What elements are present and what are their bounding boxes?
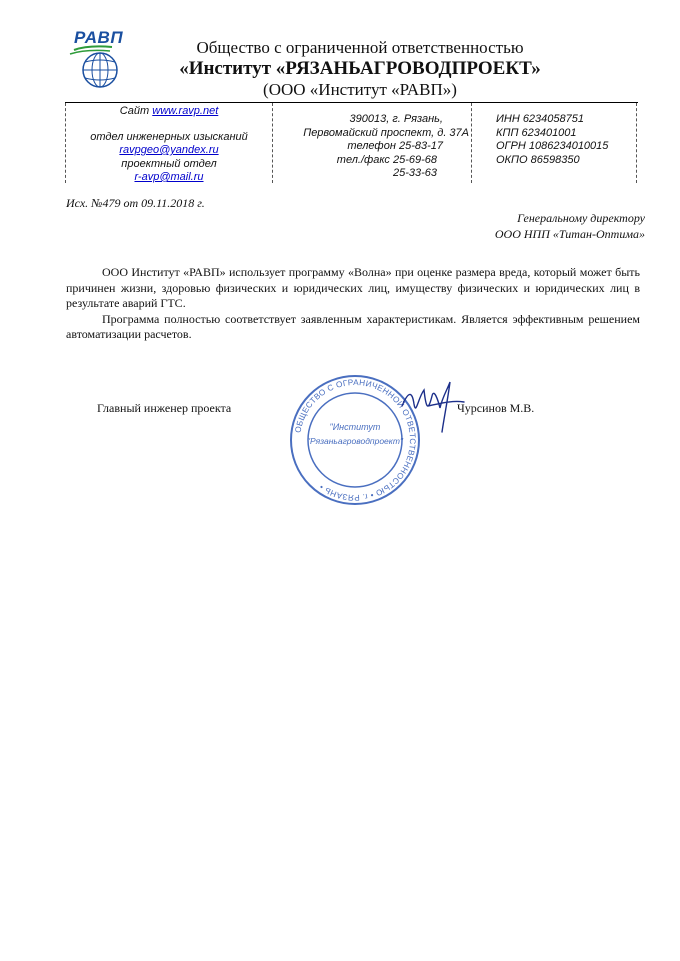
outgoing-number: Исх. №479 от 09.11.2018 г. [66, 196, 205, 210]
contacts-left-column [65, 103, 273, 183]
letter-body [66, 265, 640, 343]
org-legal-form: Общество с ограниченной ответственностью [196, 38, 524, 57]
stamp-inner-line2: "Рязаньагроводпроект" [307, 436, 403, 446]
survey-email-link[interactable]: ravpgeo@yandex.ru [119, 144, 219, 156]
contacts-middle-column [271, 103, 471, 183]
address-line2: Первомайский проспект, д. 37А [303, 126, 469, 139]
kpp-value: КПП 623401001 [496, 126, 577, 139]
stamp-inner-line1: "Институт [329, 422, 381, 432]
site-label: Сайт [119, 105, 150, 117]
project-dept-label: проектный отдел [121, 157, 217, 170]
fax-number: тел./факс 25-69-68 [336, 153, 437, 166]
addressee-title: Генеральному директору [517, 211, 645, 225]
fax-number-2: 25-33-63 [392, 167, 437, 179]
addressee-company: ООО НПП «Титан-Оптима» [494, 227, 645, 241]
contacts-right-column [471, 103, 637, 183]
org-short-name: (ООО «Институт «РАВП») [263, 80, 457, 99]
signer-title: Главный инженер проекта [97, 401, 232, 415]
ogrn-value: ОГРН 1086234010015 [496, 140, 609, 152]
signer-name: Чурсинов М.В. [457, 401, 535, 415]
paragraph-1: ООО Институт «РАВП» использует программу «Волна» при оценке размера вреда, который может быть причинен жизни, здоровью физических и юридических лиц, имуществу физических и юридических лиц в результате аварий ГТС. [66, 265, 640, 310]
project-email-link[interactable]: r-avp@mail.ru [134, 171, 204, 183]
inn-value: ИНН 6234058751 [496, 113, 584, 125]
addressee-block [495, 210, 645, 242]
stamp-outer-text: ОБЩЕСТВО С ОГРАНИЧЕННОЙ ОТВЕТСТВЕННОСТЬЮ • г. РЯЗАНЬ • [293, 377, 418, 503]
org-name: «Институт «РЯЗАНЬАГРОВОДПРОЕКТ» [179, 58, 541, 79]
site-link[interactable]: www.ravp.net [152, 105, 219, 117]
survey-dept-label: отдел инженерных изысканий [90, 130, 248, 143]
logo-brand: РАВП [74, 28, 124, 47]
contacts-table [65, 102, 638, 183]
okpo-value: ОКПО 86598350 [496, 153, 580, 166]
address-line1: 390013, г. Рязань, [349, 113, 443, 125]
phone-number: телефон 25-83-17 [347, 140, 443, 152]
paragraph-2: Программа полностью соответствует заявленным характеристикам. Является эффективным решением автоматизации расчетов. [66, 311, 640, 341]
